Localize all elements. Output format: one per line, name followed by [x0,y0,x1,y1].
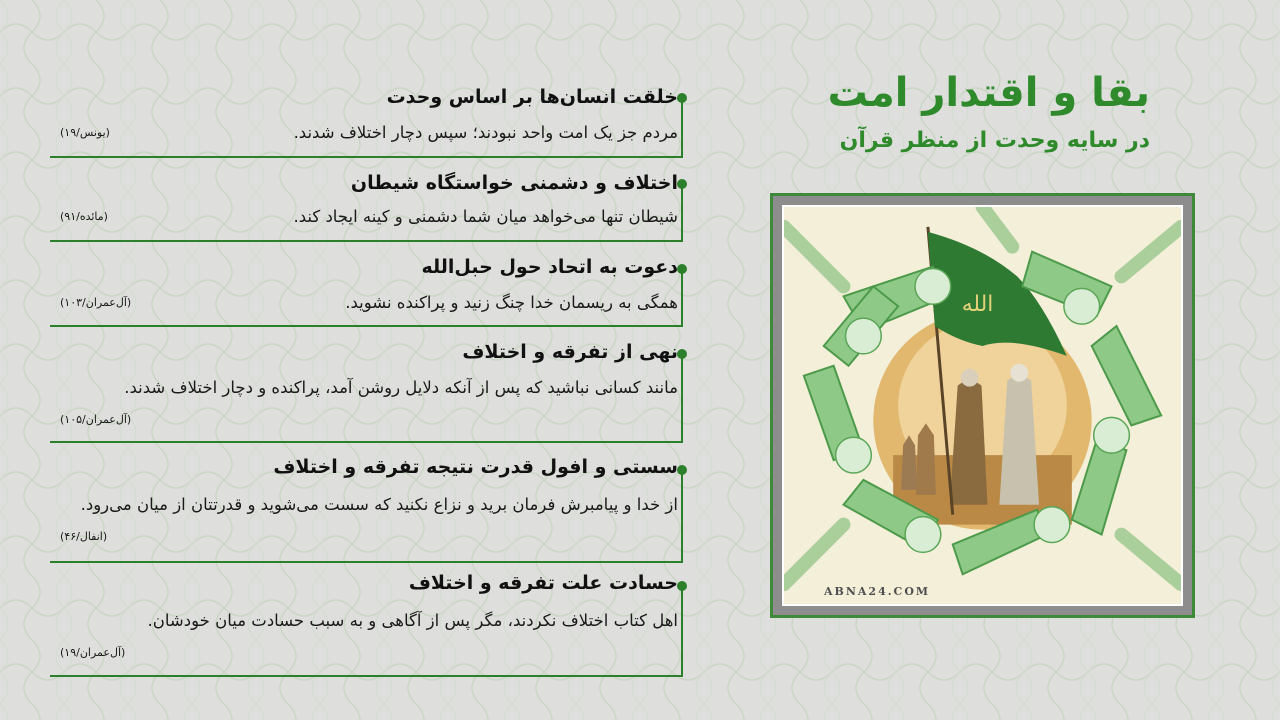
illustration [782,205,1183,606]
item-connector [681,354,683,443]
list-item [50,256,690,332]
item-underline [50,325,683,327]
item-heading: دعوت به اتحاد حول حبل‌الله [421,256,678,278]
item-heading: حسادت علت تفرقه و اختلاف [408,572,678,594]
watermark: ABNA24.COM [824,585,931,598]
item-heading: نهی از تفرقه و اختلاف [462,341,678,363]
list-item [50,86,690,162]
item-underline [50,561,683,563]
list-item [50,172,690,248]
item-underline [50,240,683,242]
item-heading: اختلاف و دشمنی خواستگاه شیطان [350,172,678,194]
page-title: بقا و اقتدار امت [827,70,1150,116]
list-item [50,456,690,564]
list-item [50,341,690,445]
item-reference: (انفال/۴۶) [60,530,108,543]
item-text: همگی به ریسمان خدا چنگ زنید و پراکنده نشوید. [345,293,678,312]
item-underline [50,675,683,677]
item-text: از خدا و پیامبرش فرمان برید و نزاع نکنید که سست می‌شوید و قدرتتان از میان می‌رود. [80,495,678,514]
item-reference: (آل‌عمران/۱۰۵) [60,413,132,426]
item-connector [681,269,683,327]
item-underline [50,441,683,443]
illustration-frame [770,193,1195,618]
item-reference: (یونس/۱۹) [60,126,110,139]
item-heading: سستی و افول قدرت نتیجه تفرقه و اختلاف [273,456,678,478]
item-text: مانند کسانی نباشید که پس از آنکه دلایل روشن آمد، پراکنده و دچار اختلاف شدند. [124,378,678,397]
item-underline [50,156,683,158]
item-reference: (آل‌عمران/۱۹) [60,646,126,659]
unity-hands-illustration [784,207,1181,604]
item-text: شیطان تنها می‌خواهد میان شما دشمنی و کینه ایجاد کند. [293,207,678,226]
item-connector [681,184,683,242]
flag-text: الله [961,292,994,318]
item-reference: (آل‌عمران/۱۰۳) [60,296,132,309]
page-subtitle: در سایه وحدت از منظر قرآن [839,128,1150,153]
item-reference: (مائده/۹۱) [60,210,108,223]
item-connector [681,470,683,563]
item-text: اهل کتاب اختلاف نکردند، مگر پس از آگاهی و به سبب حسادت میان خودشان. [147,611,678,630]
item-connector [681,586,683,677]
item-heading: خلقت انسان‌ها بر اساس وحدت [386,86,678,108]
item-text: مردم جز یک امت واحد نبودند؛ سپس دچار اختلاف شدند. [293,123,678,142]
list-item [50,572,690,680]
item-connector [681,98,683,158]
